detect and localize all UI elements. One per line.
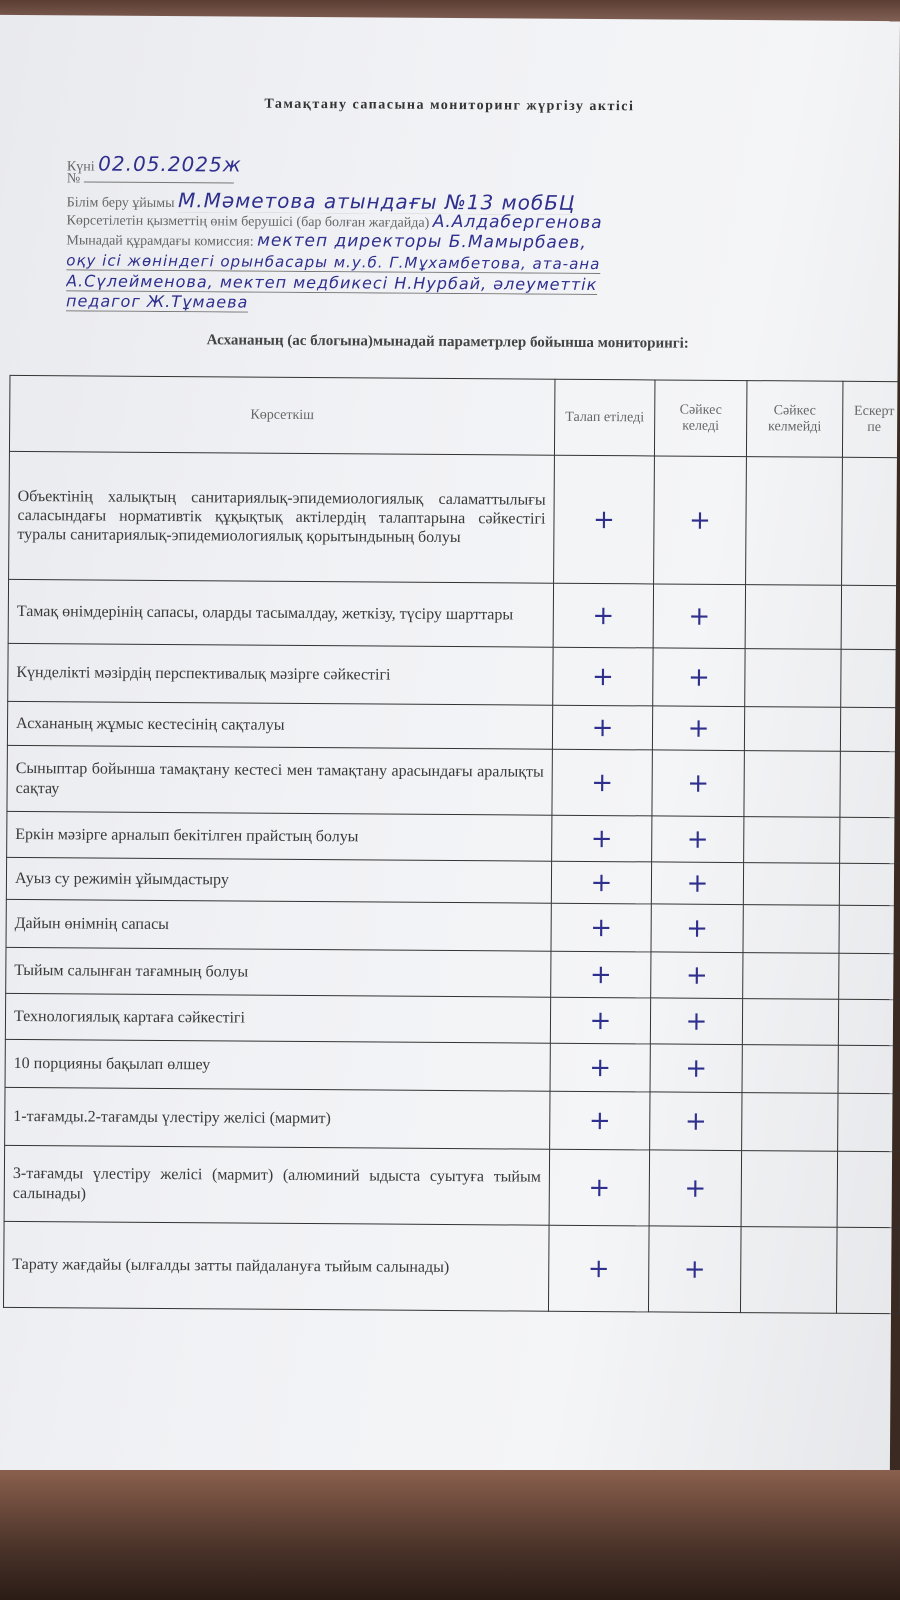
table-row [9,451,900,585]
complies-mark: + [651,904,743,953]
not-complies-cell [742,1045,838,1094]
required-mark: + [550,997,650,1044]
required-mark: + [551,861,651,904]
table-row [6,857,900,905]
required-mark: + [552,749,652,816]
note-cell [838,1045,900,1093]
table-row [5,1087,900,1151]
table-row [8,579,900,649]
indicator-cell: Тыйым салынған тағамның болуы [6,947,551,997]
complies-mark: + [653,584,745,649]
provider-label: Көрсетілетін қызметтің өнім берушісі (бар болған жағдайда) [66,213,430,231]
required-mark: + [549,1149,650,1226]
org-label: Білім беру ұйымы [66,195,175,212]
required-mark: + [550,1091,650,1150]
commission-value-1: мектеп директоры Б.Мамырбаев, [257,230,587,253]
not-complies-cell [745,585,841,650]
section-title: Асхананың (ас блогына)мынадай параметрлер бойынша мониторингі: [206,332,689,352]
note-cell [840,751,900,817]
provider-value: А.Алдабергенова [432,211,603,234]
note-cell [841,585,900,649]
indicator-cell: Ауыз су режимін ұйымдастыру [6,857,551,903]
not-complies-cell [743,863,839,906]
table-row [7,811,900,863]
indicator-cell: Сыныптар бойынша тамақтану кестесі мен тамақтану арасындағы аралықты сақтау [7,745,552,815]
table-header-row [9,375,900,457]
complies-mark: + [650,1092,742,1151]
required-mark: + [552,705,652,750]
indicator-cell: Дайын өнімнің сапасы [6,899,551,951]
table-row [4,1145,900,1227]
not-complies-cell [743,905,839,954]
indicator-cell: Күнделікті мәзірдің перспективалық мәзірге сәйкестігі [8,643,553,705]
date-value: 02.05.2025ж [98,151,242,177]
note-cell [838,1093,900,1151]
required-mark: + [550,1043,650,1092]
not-complies-cell [742,1093,838,1152]
note-cell [841,649,900,707]
header-complies: Сәйкес келеді [654,380,747,457]
indicator-cell: Еркін мәзірге арналып бекітілген прайстың болуы [7,811,552,861]
not-complies-cell [744,817,840,864]
table-row [5,993,900,1045]
note-cell [839,863,900,905]
required-mark: + [551,951,651,998]
table-row [7,745,900,817]
complies-mark: + [651,862,743,905]
complies-mark: + [653,648,745,707]
table-row [7,701,900,751]
indicator-cell: Объектінің халықтың санитариялық-эпидемиологиялық саламаттылығы саласындағы нормативтік құқықтық актілердің талаптарына сәйкестігі туралы санитариялық-эпидемиологиялық қорытындының болуы [9,451,555,583]
not-complies-cell [742,999,838,1046]
header-required: Талап етіледі [554,379,655,456]
complies-mark: + [650,998,742,1045]
not-complies-cell [746,457,843,586]
background-bottom [0,1470,900,1600]
page-footer-marks [0,1347,891,1365]
complies-mark: + [652,706,744,751]
table-row [3,1221,900,1313]
not-complies-cell [740,1227,837,1314]
required-mark: + [554,455,655,584]
date-label: Күні [66,159,95,175]
header-not-complies: Сәйкес келмейді [746,381,843,458]
complies-mark: + [652,750,744,817]
commission-line-1 [66,229,878,255]
table-row [8,643,900,707]
complies-mark: + [649,1150,742,1227]
required-mark: + [552,815,652,862]
header-indicator: Көрсеткіш [9,375,555,455]
note-cell [839,953,900,999]
indicator-cell: Технологиялық картаға сәйкестігі [5,993,550,1043]
org-value: М.Мәметова атындағы №13 мобБЦ [177,188,576,215]
table-row [5,1039,900,1093]
not-complies-cell [744,751,840,818]
indicator-cell: 1-тағамды.2-тағамды үлестіру желісі (мармит) [5,1087,550,1149]
indicator-cell: 10 порцияны бақылап өлшеу [5,1039,550,1091]
commission-label: Мынадай құрамдағы комиссия: [66,233,254,250]
complies-mark: + [652,816,744,863]
complies-mark: + [648,1226,741,1313]
table-row [6,899,900,953]
commission-value-2: оқу ісі жөніндегі орынбасары м.у.б. Г.Мұхамбетова, ата-ана [66,251,601,274]
header-note: Ескерт пе [842,381,900,457]
document-sheet [0,15,900,1481]
indicator-cell: 3-тағамды үлестіру желісі (мармит) (алюминий ыдыста суытуға тыйым салынады) [4,1145,550,1225]
complies-mark: + [651,952,743,999]
indicator-cell: Асхананың жұмыс кестесінің сақталуы [7,701,552,749]
note-cell [842,457,900,585]
note-cell [840,817,900,863]
note-cell [836,1227,900,1313]
note-cell [838,999,900,1045]
indicator-cell: Тарату жағдайы (ылғалды затты пайдалануға тыйым салынады) [3,1221,549,1311]
not-complies-cell [745,649,841,708]
indicator-cell: Тамақ өнімдерінің сапасы, оларды тасымалдау, жеткізу, түсіру шарттары [8,579,553,647]
complies-mark: + [654,456,747,585]
not-complies-cell [743,953,839,1000]
monitoring-table [3,375,900,1314]
not-complies-cell [744,707,840,752]
complies-mark: + [650,1044,742,1093]
required-mark: + [551,903,651,952]
required-mark: + [553,647,653,706]
note-cell [837,1151,900,1227]
table-row [6,947,900,999]
required-mark: + [553,583,653,648]
required-mark: + [548,1225,649,1312]
not-complies-cell [741,1151,838,1228]
document-title: Тамақтану сапасына мониторинг жүргізу актісі [264,96,635,115]
number-label: № [66,171,81,187]
commission-line-4 [66,291,878,317]
commission-value-3: А.Сүлейменова, мектеп медбикесі Н.Нурбай, әлеуметтік [66,271,598,295]
note-cell [839,905,900,953]
commission-value-4: педагог Ж.Тұмаева [65,291,249,312]
note-cell [840,707,900,751]
